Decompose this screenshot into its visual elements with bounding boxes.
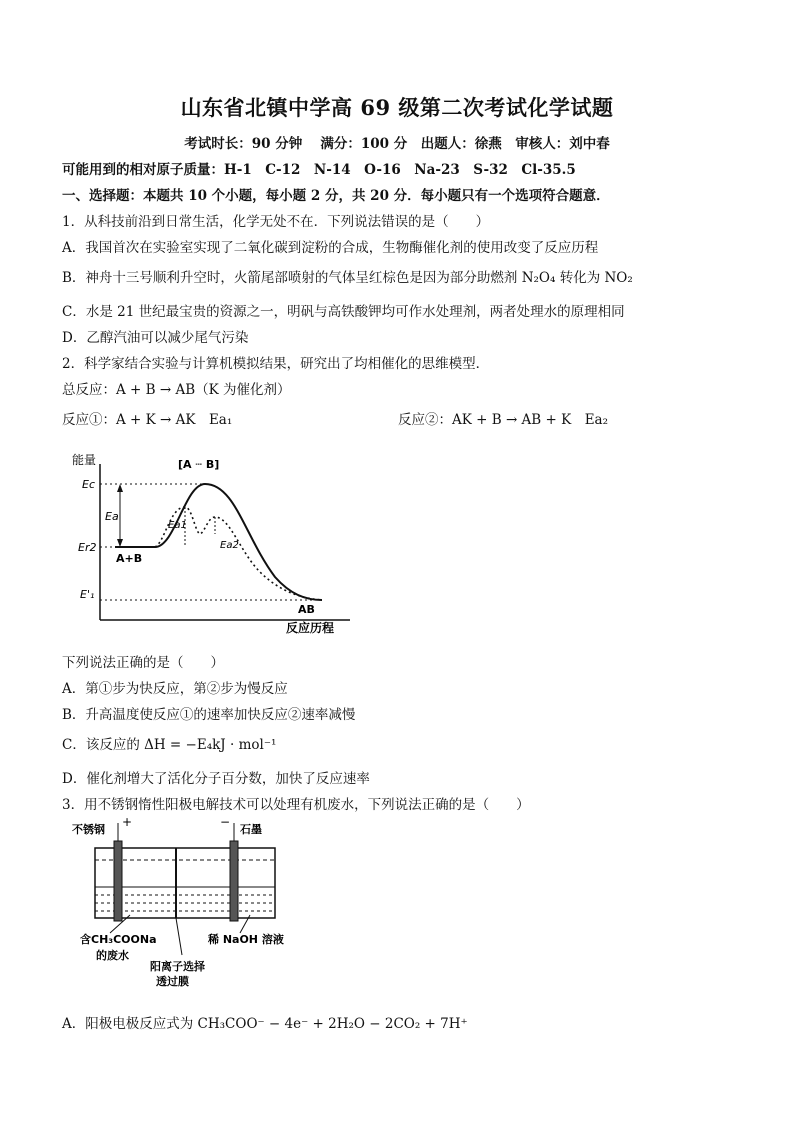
left-solution-label-1: 含CH₃COONa [80,933,157,946]
right-electrode-label: 石墨 [240,823,262,836]
q2-reaction-1: 反应①：A + K → AK Ea₁ [62,412,233,428]
q2-prompt: 下列说法正确的是（ ） [62,655,224,671]
q1-option-a: A．我国首次在实验室实现了二氧化碳到淀粉的合成，生物酶催化剂的使用改变了反应历程 [62,240,599,256]
exam-meta: 考试时长：90 分钟 满分：100 分 出题人：徐燕 审核人：刘中春 [184,136,610,152]
q3-stem: 3．用不锈钢惰性阳极电解技术可以处理有机废水，下列说法正确的是（ ） [62,797,530,813]
product-label: AB [298,603,315,616]
page-title: 山东省北镇中学高 69 级第二次考试化学试题 [180,95,614,120]
transition-state-label: [A ┄ B] [178,458,220,471]
q1-stem: 1．从科技前沿到日常生活，化学无处不在．下列说法错误的是（ ） [62,214,490,230]
et-label: E'₁ [80,588,95,601]
anode-sign: + [122,815,133,829]
energy-profile-diagram [70,452,370,637]
reactant-label: A+B [116,552,143,565]
ea2-label: Ea2 [220,540,239,551]
q1-option-c: C．水是 21 世纪最宝贵的资源之一，明矾与高铁酸钾均可作水处理剂，两者处理水的原理相同 [62,304,625,320]
q1-option-b: B．神舟十三号顺利升空时，火箭尾部喷射的气体呈红棕色是因为部分助燃剂 N₂O₄ 转化为 NO₂ [62,270,633,286]
right-solution-label: 稀 NaOH 溶液 [208,933,284,946]
membrane-label-1: 阳离子选择 [150,960,205,973]
uncatalyzed-curve [115,484,322,600]
membrane-label-2: 透过膜 [156,975,189,988]
q2-stem: 2．科学家结合实验与计算机模拟结果，研究出了均相催化的思维模型． [62,356,490,372]
q1-option-d: D．乙醇汽油可以减少尾气污染 [62,330,249,346]
ec-label: Ec [82,478,95,491]
q2-option-d: D．催化剂增大了活化分子百分数，加快了反应速率 [62,771,370,787]
q2-overall-reaction: 总反应：A + B → AB（K 为催化剂） [62,382,291,398]
ea-label: Ea [105,510,119,523]
q2-option-a: A．第①步为快反应，第②步为慢反应 [62,681,288,697]
left-solution-label-2: 的废水 [96,949,129,962]
q2-option-b: B．升高温度使反应①的速率加快反应②速率减慢 [62,707,356,723]
section-heading: 一、选择题：本题共 10 个小题，每小题 2 分，共 20 分．每小题只有一个选项符合题意． [62,188,610,204]
q2-option-c: C．该反应的 ΔH = −E₄kJ · mol⁻¹ [62,737,277,753]
atomic-masses: 可能用到的相对原子质量：H-1 C-12 N-14 O-16 Na-23 S-32 Cl-35.5 [62,162,576,178]
electrolysis-diagram [70,815,300,995]
left-electrode-label: 不锈钢 [72,823,105,836]
y-axis-label: 能量 [72,453,97,467]
q3-option-a: A．阳极电极反应式为 CH₃COO⁻ − 4e⁻ + 2H₂O − 2CO₂ + 7H⁺ [62,1016,468,1032]
ea1-label: Ea1 [168,520,187,531]
er2-label: Er2 [78,541,97,554]
x-axis-label: 反应历程 [286,621,335,635]
cathode-sign: − [220,815,231,829]
q2-reaction-2: 反应②：AK + B → AB + K Ea₂ [398,412,609,428]
